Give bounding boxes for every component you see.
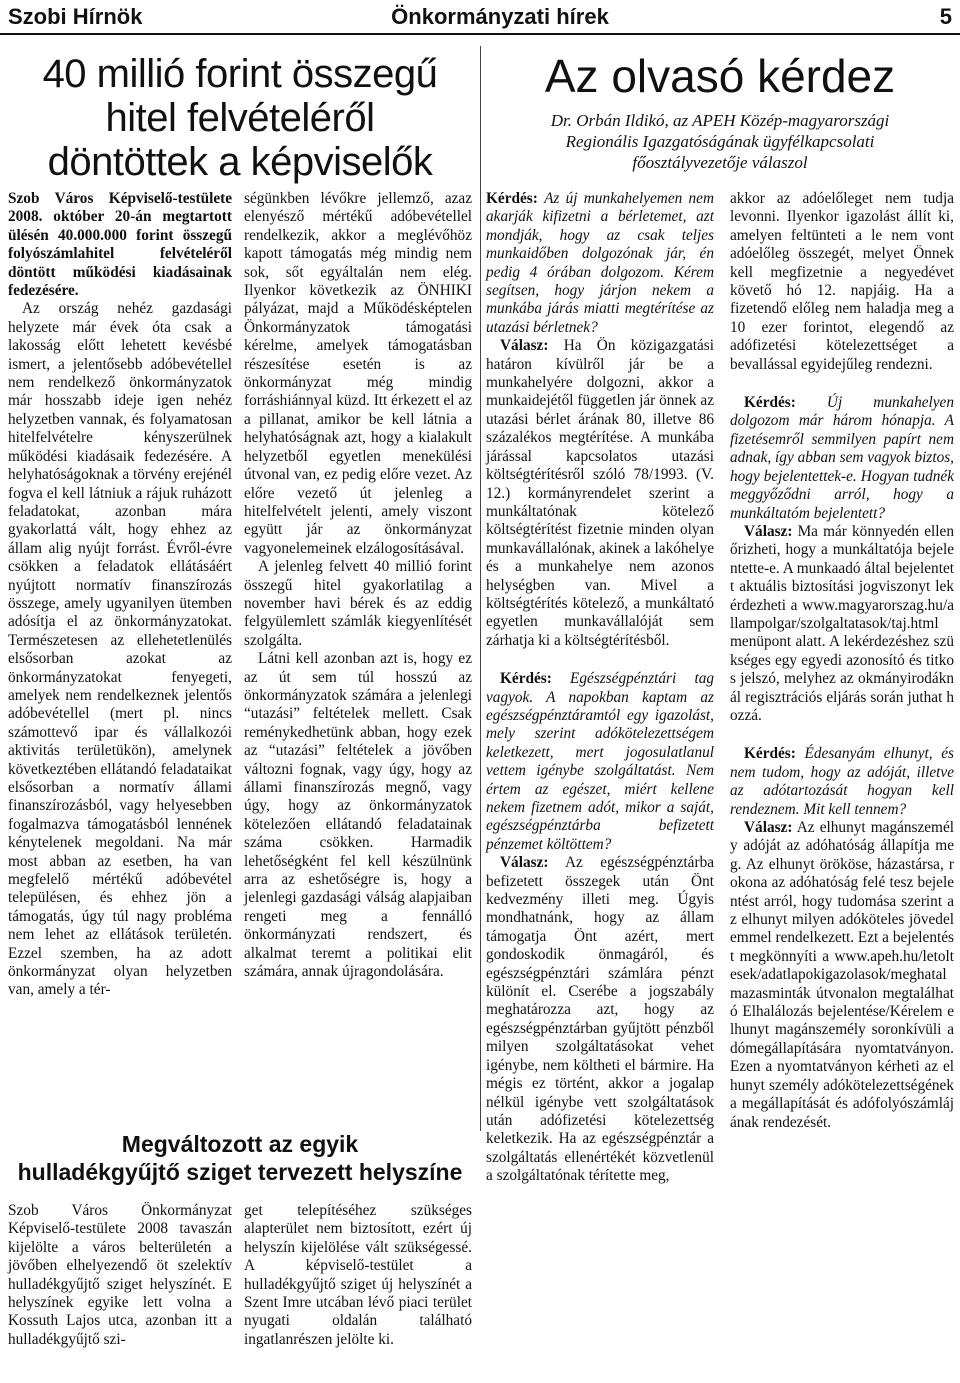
answer-label: Válasz: bbox=[744, 819, 793, 836]
article-olvaso-title: Az olvasó kérdez bbox=[544, 50, 896, 102]
question-1 bbox=[486, 190, 714, 337]
answer-text: Az elhunyt magánszemély adóját az adóhatóság állapítja meg. Az elhunyt örököse, házastársa, rokona az adóhatóság felé tesz bejelentést arról, hogy tudomása szerint az elhunyt milyen adóköteles jövedelemmel rendelkezett. Ezt a bejelentést megkönnyíti a www.apeh.hu/letoltesek/adatlapokigazolasok/meghatalmazasminták útvonalon megtalálható Elhalálozás bejelentése/Kérelem elhunyt magánszemély soronkívüli adómegállapítására nyomtatványon. Ezen a nyomtatványon kérheti az elhunyt személy adókötelezettségének a megállapítását és adófolyószámlájának rendezését. bbox=[730, 819, 954, 1131]
answer-2-continued: akkor az adóelőleget nem tudja levonni. Ilyenkor igazolást állít ki, amelyen feltünteti a le nem vont adóelőleg összegét, melyet Önnek kell megfizetnie a negyedévet követő hó 12. napjáig. Ha a fizetendő előleg nem haladja meg a 10 ezer forintot, elegendő az adófizetési kötelezettséget a bevallással egyidejűleg rendezni. bbox=[730, 190, 954, 373]
article-hulladek-col2 bbox=[244, 1202, 472, 1349]
answer-2 bbox=[486, 854, 714, 1185]
article-body: Szob Város Önkormányzat Képviselő-testülete 2008 tavaszán kijelölte a város belterületén a jövőben elhelyezendő öt szelektív hulladékgyűjtő sziget helyszínét. E helyszínek egyike lett volna a Kossuth Lajos utca, azonban itt a hulladékgyűjtő szi- bbox=[8, 1202, 232, 1348]
question-label: Kérdés: bbox=[744, 394, 796, 412]
article-hitel-col1 bbox=[8, 190, 232, 1000]
question-label: Kérdés: bbox=[500, 670, 552, 688]
question-label: Kérdés: bbox=[486, 190, 538, 207]
question-text: Édesanyám elhunyt, és nem tudom, hogy az adóját, illetve az adótartozását hogyan kell rendeznem. Mit kell tennem? bbox=[730, 745, 954, 818]
article-olvaso-col1 bbox=[486, 190, 714, 1186]
article-hulladek-col1 bbox=[8, 1202, 232, 1349]
section-title: Önkormányzati hírek bbox=[391, 4, 609, 29]
newspaper-name: Szobi Hírnök bbox=[8, 4, 143, 29]
subtitle-line: főosztályvezetője válaszol bbox=[632, 153, 808, 172]
answer-text: Ha Ön közigazgatási határon kívülről jár be a munkahelyére dolgozni, akkor a munkaidejétől független jár önnek az utazási bérlet árának 80, illetve 86 százalékos megtérítése. A munkába járással kapcsolatos utazási költségtérítésről szóló 78/1993. (V. 12.) kormányrendelet szerint a munkáltatónak kötelező költségtérítést fizetnie minden olyan munkavállalónak, akinek a lakóhelye és a munkahelye nem azonos helységben van. Mivel a költségtérítés kötelező, a munkáltató egyetlen munkavállalóját sem zárhatja ki a költségtérítésből. bbox=[486, 337, 714, 649]
title-line: hulladékgyűjtő sziget tervezett helyszíne bbox=[17, 1159, 463, 1185]
article-body: A jelenleg felvett 40 millió forint összegű hitel gyakorlatilag a november havi bérek és az eddig felgyülemlett számlák kiegyenlítését szolgálta. bbox=[244, 558, 472, 649]
article-olvaso-subtitle bbox=[488, 110, 952, 173]
answer-4 bbox=[730, 819, 954, 1132]
subtitle-line: Regionális Igazgatóságának ügyfélkapcsolati bbox=[565, 132, 875, 151]
question-2 bbox=[486, 670, 714, 854]
answer-text: Ma már könnyedén ellenőrizheti, hogy a munkáltatója bejelentette-e. A munkaadó által bejelentett aktuális biztosítási jogviszonyt lekérdezheti a www.magyarorszag.hu/allampolgar/szolgaltatasok/taj.html menüpont alatt. A lekérdezéshez szükséges egy egyedi azonosító és titkos jelszó, melyhez az okmányirodáknál regisztrációs eljárás során juthat hozzá. bbox=[730, 522, 954, 724]
article-body: Látni kell azonban azt is, hogy ez az út sem túl hosszú az önkormányzatok számára a jelenlegi “utazási” feltételek mellett. Csak reménykedhetünk abban, hogy ezek az “utazási” feltételek a jövőben változni fognak, vagy úgy, hogy az állami finanszírozás megnő, vagy úgy, hogy az önkormányzatok kötelezően ellátandó feladatainak száma csökken. Harmadik lehetőségként fel kell készülnünk arra az eshetőségre is, hogy a jelenlegi gazdasági válság alapjaiban rengeti meg a fennálló önkormányzati rendszert, és alkalmat teremt a politikai elit számára, annak újragondolására. bbox=[244, 650, 472, 981]
page-header bbox=[0, 0, 960, 36]
answer-3 bbox=[730, 523, 954, 725]
article-hulladek-title bbox=[10, 1130, 470, 1186]
title-line: Megváltozott az egyik bbox=[121, 1131, 359, 1157]
question-text: Egészségpénztári tag vagyok. A napokban kaptam az egészségpénztáramtól egy igazolást, mely szerint adókötelezettségem keletkezett, mert jogosulatlanul vettem igénybe szolgáltatást. Nem értem az egészet, miért kellene nekem fizetnem adót, mikor a saját, egészségpénztárba befizetett pénzemet költöttem? bbox=[486, 670, 714, 853]
title-line: hitel felvételéről bbox=[105, 96, 375, 140]
question-label: Kérdés: bbox=[744, 745, 796, 763]
page-number: 5 bbox=[939, 4, 952, 29]
header-rule bbox=[0, 33, 960, 35]
title-line: 40 millió forint összegű bbox=[42, 52, 438, 96]
answer-label: Válasz: bbox=[500, 854, 549, 872]
subtitle-line: Dr. Orbán Ildikó, az APEH Közép-magyarországi bbox=[550, 111, 890, 130]
article-body: Az ország nehéz gazdasági helyzete már évek óta csak a lakosság előtt lehetett kevésbé ismert, a jelentősebb adóbevétellel nem rendelkező önkormányzatok már hosszabb ideje igen nehéz helyzetben vannak, és folyamatosan hitelfelvételre kényszerülnek működési kiadásaik fedezésére. A helyhatóságoknak a törvény erejénél fogva el kell látniuk a rájuk ruházott feladatokat, azonban mára gyakorlattá vált, hogy ehhez az állam alig nyújt forrást. Évről-évre csökken a feladatok ellátásáért nyújtott normatív finanszírozás összege, amely ugyanilyen ütemben adósítja el az önkormányzatokat. Természetesen az ellehetetlenülés elsősorban azokat az önkormányzatokat fenyegeti, amelyek nem rendelkeznek jelentős adóbevétellel (mert pl. nincs számottevő ipar és vállalkozói aktivitás területükön), amelynek következtében ellátandó feladataikat elsősorban a normatív állami finanszírozásból, vagy helyesebben fogalmazva támogatásból lennének kénytelenek megoldani. Na már most abban az esetben, ha van megfelelő mértékű adóbevétel településen, és ehhez jön a támogatás, úgy túl nagy probléma nem lehet az ellátások területén. Ezzel szemben, ha az adott önkormányzat olyan helyzetben van, amely a tér- bbox=[8, 300, 232, 999]
answer-label: Válasz: bbox=[500, 337, 549, 355]
article-hitel-title bbox=[10, 52, 470, 184]
question-4 bbox=[730, 745, 954, 819]
title-line: döntöttek a képviselők bbox=[47, 140, 433, 184]
question-3 bbox=[730, 394, 954, 523]
question-text: Új munkahelyen dolgozom már három hónapja. A fizetésemről semmilyen papírt nem adnak, így abban sem vagyok biztos, hogy bejelentettek-e. Hogyan tudnék meggyőződni arról, hogy a munkáltatóm bejelentett? bbox=[730, 394, 954, 522]
article-body: get telepítéséhez szükséges alapterület nem biztosított, ezért új helyszín kijelölése vált szükségessé. A képviselő-testület a hulladékgyűjtő sziget új helyszínét a Szent Imre utcában lévő piaci terület nyugati oldalán található ingatlanrészen jelölte ki. bbox=[244, 1202, 472, 1348]
question-text: Az új munkahelyemen nem akarják kifizetni a bérletemet, azt mondják, hogy az csak teljes munkaidőben dolgozónak jár, én pedig 4 órában dolgozom. Kérem segítsen, hogy járjon nekem a munkába járás miatti megtérítése az utazási bérletnek? bbox=[486, 190, 715, 336]
article-olvaso-col2 bbox=[730, 190, 954, 1132]
column-divider bbox=[480, 46, 481, 1131]
article-hitel-col2 bbox=[244, 190, 472, 981]
article-lead: Szob Város Képviselő-testülete 2008. október 20-án megtartott ülésén 40.000.000 forint összegű folyószámlahitel felvételéről döntött működési kiadásainak fedezésére. bbox=[8, 190, 232, 300]
answer-label: Válasz: bbox=[744, 522, 793, 540]
answer-1 bbox=[486, 337, 714, 650]
article-body: ségünkben lévőkre jellemző, azaz elenyésző mértékű adóbevétellel rendelkezik, akkor a meglévőhöz kapott támogatás még mindig nem sok, sőt egyáltalán nem elég. Ilyenkor következik az ÖNHIKI pályázat, majd a Működésképtelen Önkormányzatok támogatási kérelme, amelyek támogatásban részesítése esetén is az önkormányzat még mindig forráshiánnyal küzd. Itt érkezett el az a pillanat, amikor be kell látnia a helyhatóságnak azt, hogy a kialakult helyzetből egyetlen menekülési útvonal van, ez pedig előre vezet. Az előre vezető út jelenleg a hitelfelvételt jelenti, amely viszont együtt jár az önkormányzat vagyonelemeinek elzálogosításával. bbox=[244, 190, 472, 557]
answer-text: Az egészségpénztárba befizetett összegek után Önt kedvezmény illeti meg. Úgyis mondhatnánk, hogy az állam támogatja Önt azért, mert gondoskodik önmagáról, és egészségpénztári számlára pénzt különít el. Cserébe a jogszabály meghatározza azt, hogy az egészségpénztárban gyűjtött pénzből milyen szolgáltatásokat vehet igénybe, nem költheti el bármire. Ha mégis ez történt, akkor a jogalap nélkül igénybe vett szolgáltatások után adófizetési kötelezettség keletkezik. Ha az egészségpénztár a szolgáltatás ellenértékét közvetlenül a szolgáltatónak térítette meg, bbox=[486, 854, 715, 1185]
